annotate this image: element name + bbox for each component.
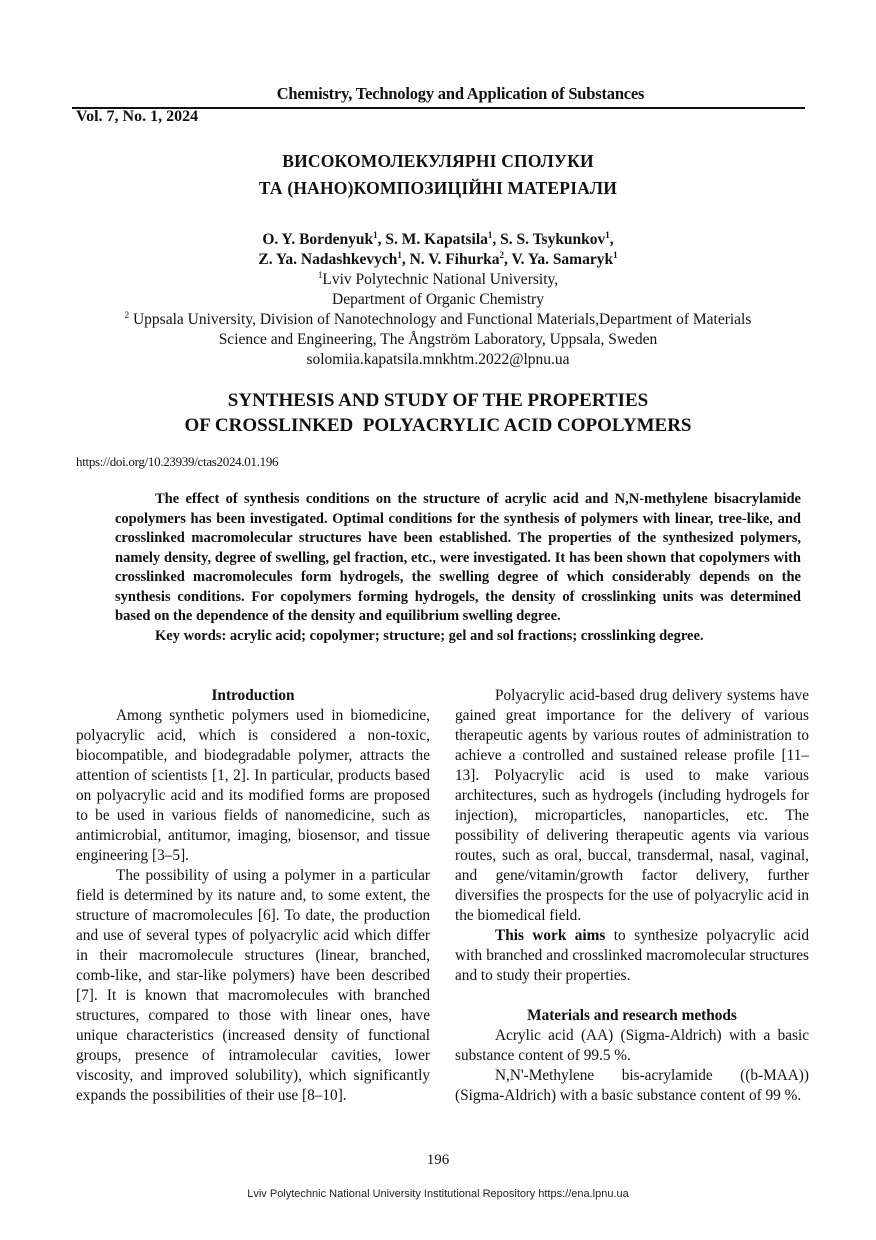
affiliation-mark: 2 [499, 250, 504, 260]
section-title-line2: ТА (НАНО)КОМПОЗИЦІЙНІ МАТЕРІАЛИ [258, 178, 618, 198]
paragraph: Polyacrylic acid-based drug delivery systems have gained great importance for the delivery of various therapeutic agents by various routes of administration to achieve a controlled and sustained release profile [11–13]. Polyacrylic acid is used to make various architectures, such as hydrogels (including hydrogels for injection), microparticles, nanoparticles, etc. The possibility of delivering therapeutic agents via various routes, such as oral, buccal, transdermal, nasal, vaginal, and gene/vitamin/growth factor delivery, further diversifies the prospects for the use of polyacrylic acid in the biomedical field. [455, 687, 809, 924]
contact-email[interactable]: solomiia.kapatsila.mnkhtm.2022@lpnu.ua [306, 351, 570, 368]
spacer [455, 986, 809, 1006]
affiliation-mark: 1 [397, 250, 402, 260]
aims-text: to synthesize polyacrylic acid with branched and crosslinked macromolecular structures and to study their properties. [455, 927, 810, 984]
author-name: N. V. Fihurka [409, 251, 500, 268]
affiliation-mark: 1 [317, 270, 323, 280]
author-name: Z. Ya. Nadashkevych [258, 251, 398, 268]
affiliation-mark: 1 [605, 230, 610, 240]
author-names-line1: O. Y. Bordenyuk$^1$, S. M. Kapatsila$^1$, S. S. Tsykunkov$^1$, [262, 230, 614, 248]
journal-header [72, 84, 805, 109]
doi-link[interactable]: https://doi.org/10.23939/ctas2024.01.196 [76, 454, 279, 469]
methods-heading: Materials and research methods [527, 1007, 737, 1024]
right-column [455, 686, 809, 1106]
introduction-heading: Introduction [211, 687, 295, 704]
paragraph: N,N'-Methylene bis-acrylamide ((b-MAA)) (Sigma-Aldrich) with a basic substance content of 99 %. [455, 1067, 809, 1104]
affiliation-mark: 1 [373, 230, 378, 240]
affiliation-mark: 2 [124, 310, 130, 320]
section-title [0, 148, 876, 202]
affiliation-2-dept: Science and Engineering, The Ångström Laboratory, Uppsala, Sweden [218, 331, 658, 348]
article-title [0, 388, 876, 438]
page-number: 196 [426, 1152, 450, 1168]
aims-paragraph [455, 926, 809, 986]
author-names-line2: Z. Ya. Nadashkevych$^1$, N. V. Fihurka$^2$, V. Ya. Samaryk$^1$ [258, 250, 618, 268]
journal-title: Chemistry, Technology and Application of Substances [276, 84, 645, 103]
paragraph: The possibility of using a polymer in a particular field is determined by its nature and, to some extent, the structure of macromolecules [6]. To date, the production and use of several types of polyacrylic acid which differ in their macromolecule structures (linear, branched, comb-like, and star-like polymers) have been described [7]. It is known that macromolecules with branched structures, compared to those with linear ones, have unique characteristics (increased density of functional groups, presence of intramolecular cavities, lower viscosity, and improved solubility), which significantly expands the possibilities of their use [8–10]. [76, 867, 430, 1104]
affiliation-1-dept: Department of Organic Chemistry [332, 291, 544, 308]
authors-block [0, 230, 876, 370]
aims-bold: This work aims [495, 927, 606, 944]
author-name: S. S. Tsykunkov [500, 231, 606, 248]
paragraph: Among synthetic polymers used in biomedicine, polyacrylic acid, which is considered a non-toxic, biocompatible, and biodegradable polymer, attracts the attention of scientists [1, 2]. In particular, products based on polyacrylic acid and its modified forms are proposed to be used in various fields of nanomedicine, such as antimicrobial, antitumor, imaging, biosensor, and tissue engineering [3–5]. [76, 707, 430, 864]
paragraph: Acrylic acid (AA) (Sigma-Aldrich) with a basic substance content of 99.5 %. [455, 1027, 809, 1064]
affiliation-mark: 1 [487, 230, 493, 240]
affiliation-mark: 1 [613, 250, 618, 260]
repository-footer: Lviv Polytechnic National University Institutional Repository https://ena.lpnu.ua [247, 1188, 629, 1200]
author-name: V. Ya. Samaryk [511, 251, 614, 268]
affiliation-text: Lviv Polytechnic National University, [322, 271, 559, 288]
affiliation-text: Uppsala University, Division of Nanotechnology and Functional Materials,Department of Materials [132, 311, 752, 328]
article-title-line2: OF CROSSLINKED POLYACRYLIC ACID COPOLYMERS [184, 415, 692, 436]
author-name: O. Y. Bordenyuk [262, 231, 374, 248]
left-column [76, 686, 430, 1106]
abstract [115, 490, 801, 646]
volume-info: Vol. 7, No. 1, 2024 [76, 108, 199, 125]
affiliation-1 [0, 270, 876, 290]
section-title-line1: ВИСОКОМОЛЕКУЛЯРНІ СПОЛУКИ [282, 151, 594, 171]
keywords: Key words: acrylic acid; copolymer; structure; gel and sol fractions; crosslinking degree. [155, 627, 704, 644]
article-title-line1: SYNTHESIS AND STUDY OF THE PROPERTIES [227, 390, 649, 411]
affiliation-2 [0, 310, 876, 330]
author-name: S. M. Kapatsila [385, 231, 488, 248]
abstract-text: The effect of synthesis conditions on the structure of acrylic acid and N,N-methylene bisacrylamide copolymers has been investigated. Optimal conditions for the synthesis of polymers with linear, tree-like, and crosslinked macromolecular structures have been established. The properties of the synthesized polymers, namely density, degree of swelling, gel fraction, etc., were investigated. It has been shown that copolymers with crosslinked macromolecules form hydrogels, the swelling degree of which considerably depends on the synthesis conditions. For copolymers forming hydrogels, the density of crosslinking units was determined based on the dependence of the density and equilibrium swelling degree. [115, 491, 801, 624]
